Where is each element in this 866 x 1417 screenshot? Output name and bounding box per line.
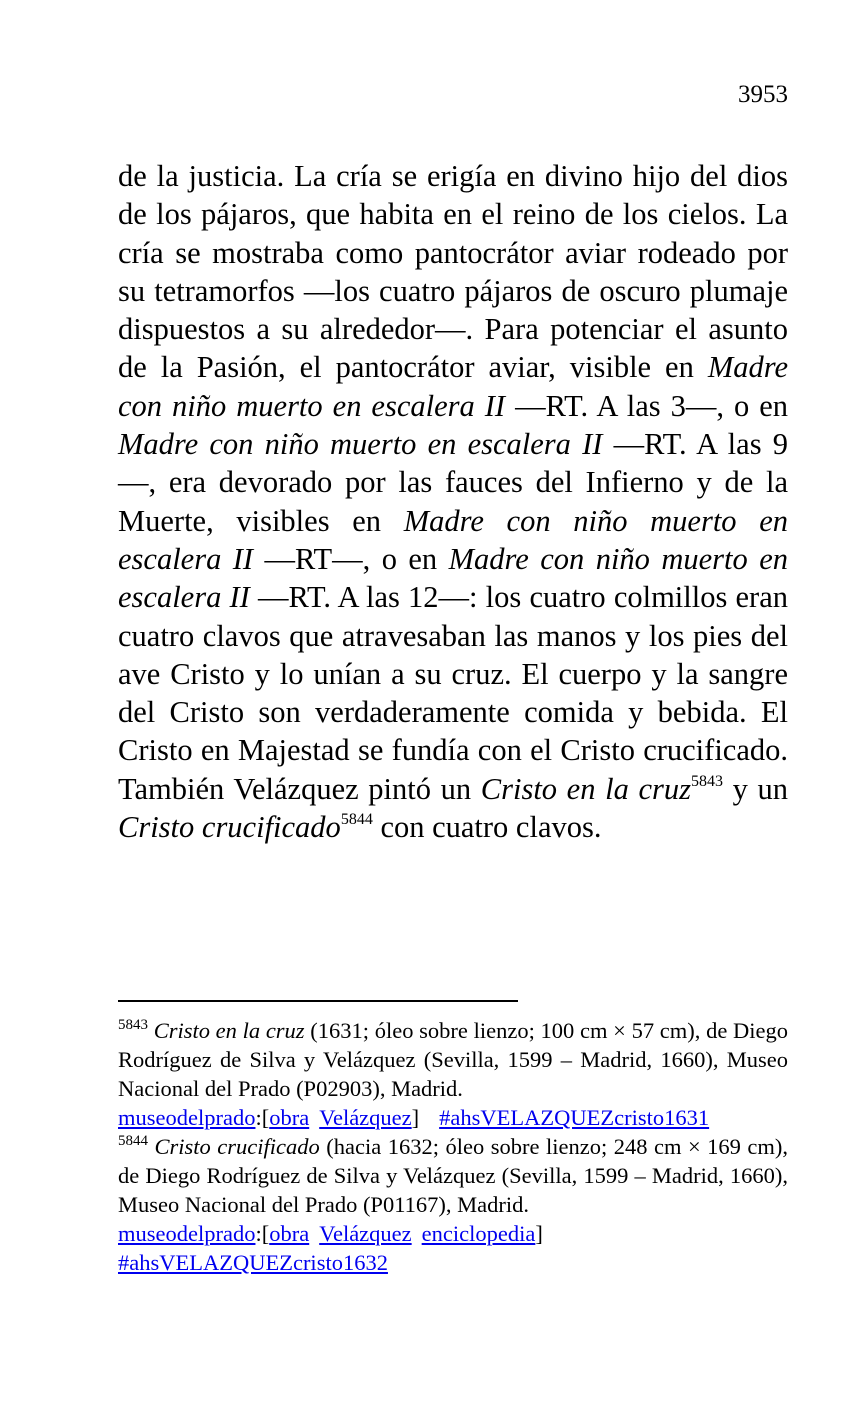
hashtag-link[interactable]: #ahsVELAZQUEZcristo1632	[118, 1250, 388, 1275]
bracket-open: :[	[255, 1221, 270, 1246]
footnote-text: (hacia 1632; óleo sobre lienzo; 248 cm × 169 cm), de Diego Rodríguez de Silva y Velázquez (Sevilla, 1599 – Madrid, 1660), Museo Nacional del Prado (P01167), Madrid.	[118, 1134, 789, 1217]
bracket-close: ]	[535, 1221, 543, 1246]
page-number: 3953	[738, 81, 788, 108]
footnote-hashtag-line	[118, 1248, 788, 1277]
hashtag-link[interactable]: #ahsVELAZQUEZcristo1631	[439, 1105, 710, 1130]
footnote-reference[interactable]: 5843	[690, 772, 723, 790]
artist-link[interactable]: Velázquez	[319, 1105, 412, 1130]
footnote-number: 5844	[118, 1133, 148, 1149]
body-text-run: —RT—, o en	[253, 541, 449, 576]
footnote-5843	[118, 1016, 788, 1103]
artwork-title: Madre con niño muerto en escalera II	[118, 541, 788, 615]
footnote-5844	[118, 1132, 788, 1219]
encyclopedia-link[interactable]: enciclopedia	[421, 1221, 536, 1246]
footnote-links	[118, 1103, 788, 1132]
body-text-run: de la justicia. La cría se erigía en divino hijo del dios de los pájaros, que habita en el reino de los cielos. La cría se mostraba como pantocrátor aviar rodeado por su tetramorfos —los cuatro pájaros de oscuro plumaje dispuestos a su alrededor—. Para potenciar el asunto de la Pasión, el pantocrátor aviar, visible en	[118, 159, 788, 385]
museodelprado-link[interactable]: museodelprado	[118, 1221, 256, 1246]
body-text-run: —RT. A las 12—: los cuatro colmillos eran cuatro clavos que atravesaban las manos y los pies del ave Cristo y lo unían a su cruz. El cuerpo y la sangre del Cristo son verdaderamente comida y bebida. El Cristo en Majestad se fundía con el Cristo crucificado. También Velázquez pintó un	[118, 580, 788, 806]
bracket-close: ]	[411, 1105, 420, 1130]
body-paragraph	[118, 157, 788, 846]
artist-link[interactable]: Velázquez	[319, 1221, 412, 1246]
artwork-title: Madre con niño muerto en escalera II	[118, 350, 788, 423]
footnotes	[118, 1016, 788, 1277]
bracket-open: :[	[255, 1105, 270, 1130]
body-text	[118, 157, 788, 846]
body-text-run: y un	[722, 771, 788, 806]
body-text-run: —RT. A las 3—, o en	[505, 388, 789, 423]
artwork-title: Cristo crucificado	[118, 810, 341, 845]
artwork-title: Madre con niño muerto en escalera II	[118, 503, 788, 576]
body-text-run: con cuatro clavos.	[372, 810, 602, 845]
artwork-title: Cristo en la cruz	[480, 771, 691, 806]
obra-link[interactable]: obra	[269, 1221, 310, 1246]
artwork-title: Madre con niño muerto en escalera II	[118, 427, 603, 462]
footnote-reference[interactable]: 5844	[340, 811, 373, 829]
footnote-links	[118, 1219, 788, 1248]
obra-link[interactable]: obra	[269, 1105, 310, 1130]
body-text-run: —RT. A las 9—, era devorado por las fauces del Infierno y de la Muerte, visibles en	[118, 427, 789, 538]
footnote-title: Cristo crucificado	[154, 1134, 320, 1159]
footnote-separator	[118, 1000, 518, 1002]
footnote-number: 5843	[118, 1017, 148, 1033]
museodelprado-link[interactable]: museodelprado	[118, 1105, 256, 1130]
footnote-title: Cristo en la cruz	[153, 1018, 305, 1043]
footnote-text: (1631; óleo sobre lienzo; 100 cm × 57 cm), de Diego Rodríguez de Silva y Velázquez (Sevilla, 1599 – Madrid, 1660), Museo Nacional del Prado (P02903), Madrid.	[118, 1018, 789, 1101]
